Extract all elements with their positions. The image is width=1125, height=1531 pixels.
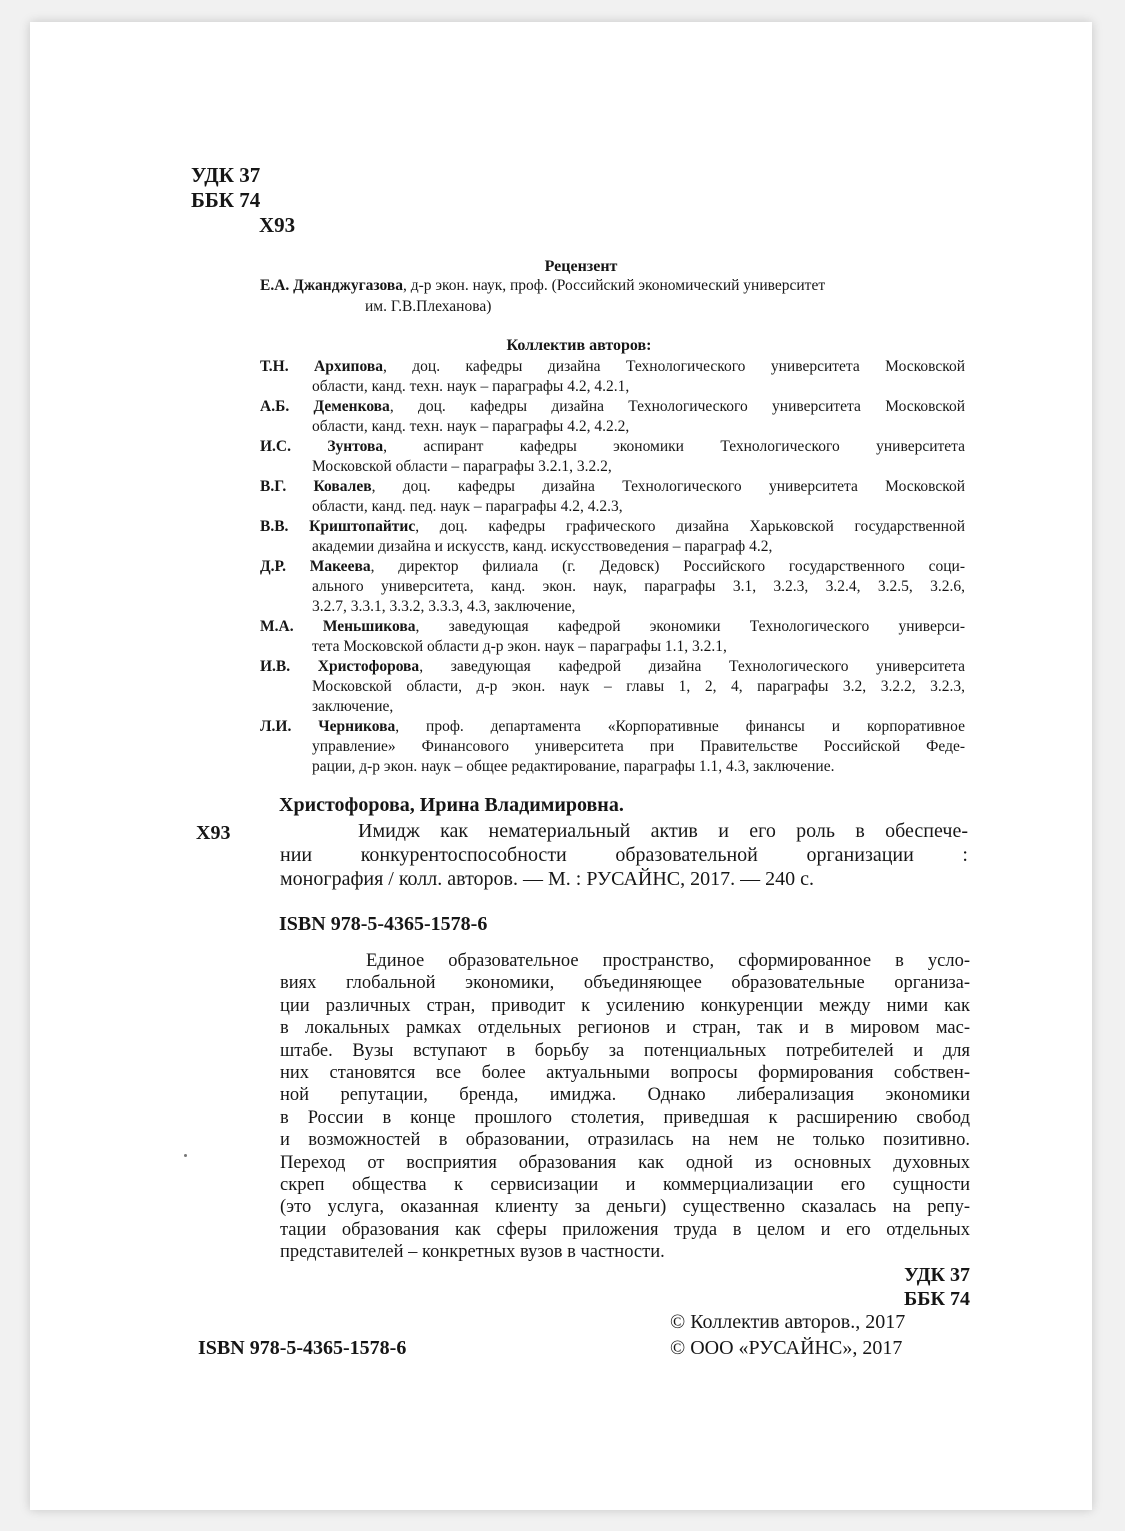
abstract-line: Единое образовательное пространство, сформированное в усло- [366,951,970,971]
author-entry-3 [260,437,965,477]
author-role: , аспирант кафедры экономики Технологического университета [383,438,965,455]
author-entry-7 [260,617,965,657]
author-entry-line [260,437,965,457]
abstract-line: штабе. Вузы вступают в борьбу за потенциальных потребителей и для [280,1040,970,1061]
book-abstract [280,950,970,1264]
isbn-footer: ISBN 978-5-4365-1578-6 [198,1337,407,1359]
author-entry-line [260,357,965,377]
abstract-line: тации образования как сферы приложения труда в целом и его отдельных [280,1219,970,1240]
book-description-line: монография / колл. авторов. — М. : РУСАЙНС, 2017. — 240 с. [280,868,815,890]
author-entry-6 [260,557,965,617]
author-entry-line [260,617,965,637]
abstract-line: ции различных стран, приводит к усилению конкуренции между ними как [280,995,970,1016]
author-entry-line [260,557,965,577]
author-entry-line: Московской области, д-р экон. наук – главы 1, 2, 4, параграфы 3.2, 3.2.2, 3.2.3, [312,678,965,695]
author-entry-line: академии дизайна и искусств, канд. искусствоведения – параграф 4.2, [312,538,773,555]
abstract-line: в России в конце прошлого столетия, приведшая к расширению свобод [280,1107,970,1128]
author-name: М.А. Меньшикова [260,618,416,635]
author-name: В.Г. Ковалев [260,478,372,495]
author-entry-line [260,517,965,537]
author-sign-top: Х93 [259,213,296,237]
author-role: , доц. кафедры дизайна Технологического университета Московской [371,478,965,495]
author-entry-line [260,717,965,737]
author-entry-line: заключение, [312,698,394,715]
udk-code-top: УДК 37 [191,163,261,187]
author-entry-1 [260,357,965,397]
author-entry-9 [260,717,965,777]
book-description [280,819,968,891]
author-entry-line: ального университета, канд. экон. наук, параграфы 3.1, 3.2.3, 3.2.4, 3.2.5, 3.2.6, [312,578,965,595]
author-role: , заведующая кафедрой экономики Технологического универси- [415,618,966,635]
author-entry-4 [260,477,965,517]
author-role: , заведующая кафедрой дизайна Технологического университета [419,658,965,675]
author-entry-line [260,477,965,497]
author-entry-2 [260,397,965,437]
copyright-authors: © Коллектив авторов., 2017 [670,1311,906,1333]
author-name: В.В. Криштопайтис [260,518,416,535]
udk-code-bottom: УДК 37 [904,1264,970,1286]
author-name: Д.Р. Макеева [260,558,371,575]
scan-speck [184,1154,187,1157]
isbn-record: ISBN 978-5-4365-1578-6 [279,913,488,935]
author-entry-8 [260,657,965,717]
abstract-line: виях глобальной экономики, объединяющее образовательные организа- [280,973,970,994]
abstract-line: представителей – конкретных вузов в частности. [280,1242,665,1263]
author-entry-line [260,397,965,417]
abstract-line: Переход от восприятия образования как одной из основных духовных [280,1152,970,1173]
author-entry-line: рации, д-р экон. наук – общее редактирование, параграфы 1.1, 4.3, заключение. [312,758,835,775]
abstract-line: (это услуга, оказанная клиенту за деньги) существенно сказалась на репу- [280,1197,970,1218]
abstract-line: них становятся все более актуальными вопросы формирования собствен- [280,1063,970,1084]
author-sign-record: Х93 [196,822,231,844]
bbk-code-top: ББК 74 [191,188,261,212]
reviewer-line-2: им. Г.В.Плеханова) [365,298,492,315]
book-author: Христофорова, Ирина Владимировна. [279,794,624,816]
author-entry-line: области, канд. техн. наук – параграфы 4.2, 4.2.2, [312,418,630,435]
book-description-line: Имидж как нематериальный актив и его роль в обеспече- [358,820,968,842]
copyright-publisher: © ООО «РУСАЙНС», 2017 [670,1337,903,1359]
author-entry-line: области, канд. пед. наук – параграфы 4.2, 4.2.3, [312,498,623,515]
reviewer-line-1 [260,276,825,296]
reviewer-name: Е.А. Джанджугазова [260,277,403,294]
abstract-line: в локальных рамках отдельных регионов и стран, так и в мировом мас- [280,1018,970,1039]
author-entry-line [260,657,965,677]
author-name: Т.Н. Архипова [260,358,383,375]
author-role: , доц. кафедры дизайна Технологического университета Московской [382,358,965,375]
author-entry-line: 3.2.7, 3.3.1, 3.3.2, 3.3.3, 4.3, заключение, [312,598,576,615]
author-name: И.В. Христофорова [260,658,420,675]
author-role: , доц. кафедры дизайна Технологического университета Московской [389,398,965,415]
author-entry-line: тета Московской области д-р экон. наук – параграфы 1.1, 3.2.1, [312,638,727,655]
abstract-line: и возможностей в образовании, отразилась на нем не только позитивно. [280,1130,970,1151]
book-page [30,22,1092,1510]
reviewer-affiliation: , д-р экон. наук, проф. (Российский экономический университет [402,277,826,294]
author-entry-line: управление» Финансового университета при Правительстве Российской Феде- [312,738,965,755]
author-role: , проф. департамента «Корпоративные финансы и корпоративное [395,718,965,735]
author-role: , директор филиала (г. Дедовск) Российского государственного соци- [370,558,965,575]
abstract-line: ной репутации, бренда, имиджа. Однако либерализация экономики [280,1085,970,1106]
author-name: И.С. Зунтова [260,438,384,455]
author-entry-line: области, канд. техн. наук – параграфы 4.2, 4.2.1, [312,378,630,395]
bbk-code-bottom: ББК 74 [904,1288,970,1310]
reviewer-heading: Рецензент [544,258,618,275]
book-description-line: нии конкурентоспособности образовательной организации : [280,844,968,866]
author-entry-5 [260,517,965,557]
abstract-line: скреп общества к сервисизации и коммерциализации его сущности [280,1175,970,1196]
author-name: А.Б. Деменкова [260,398,390,415]
author-entry-line: Московской области – параграфы 3.2.1, 3.2.2, [312,458,612,475]
author-role: , доц. кафедры графического дизайна Харьковской государственной [415,518,965,535]
author-name: Л.И. Черникова [260,718,396,735]
authors-heading: Коллектив авторов: [506,337,652,354]
